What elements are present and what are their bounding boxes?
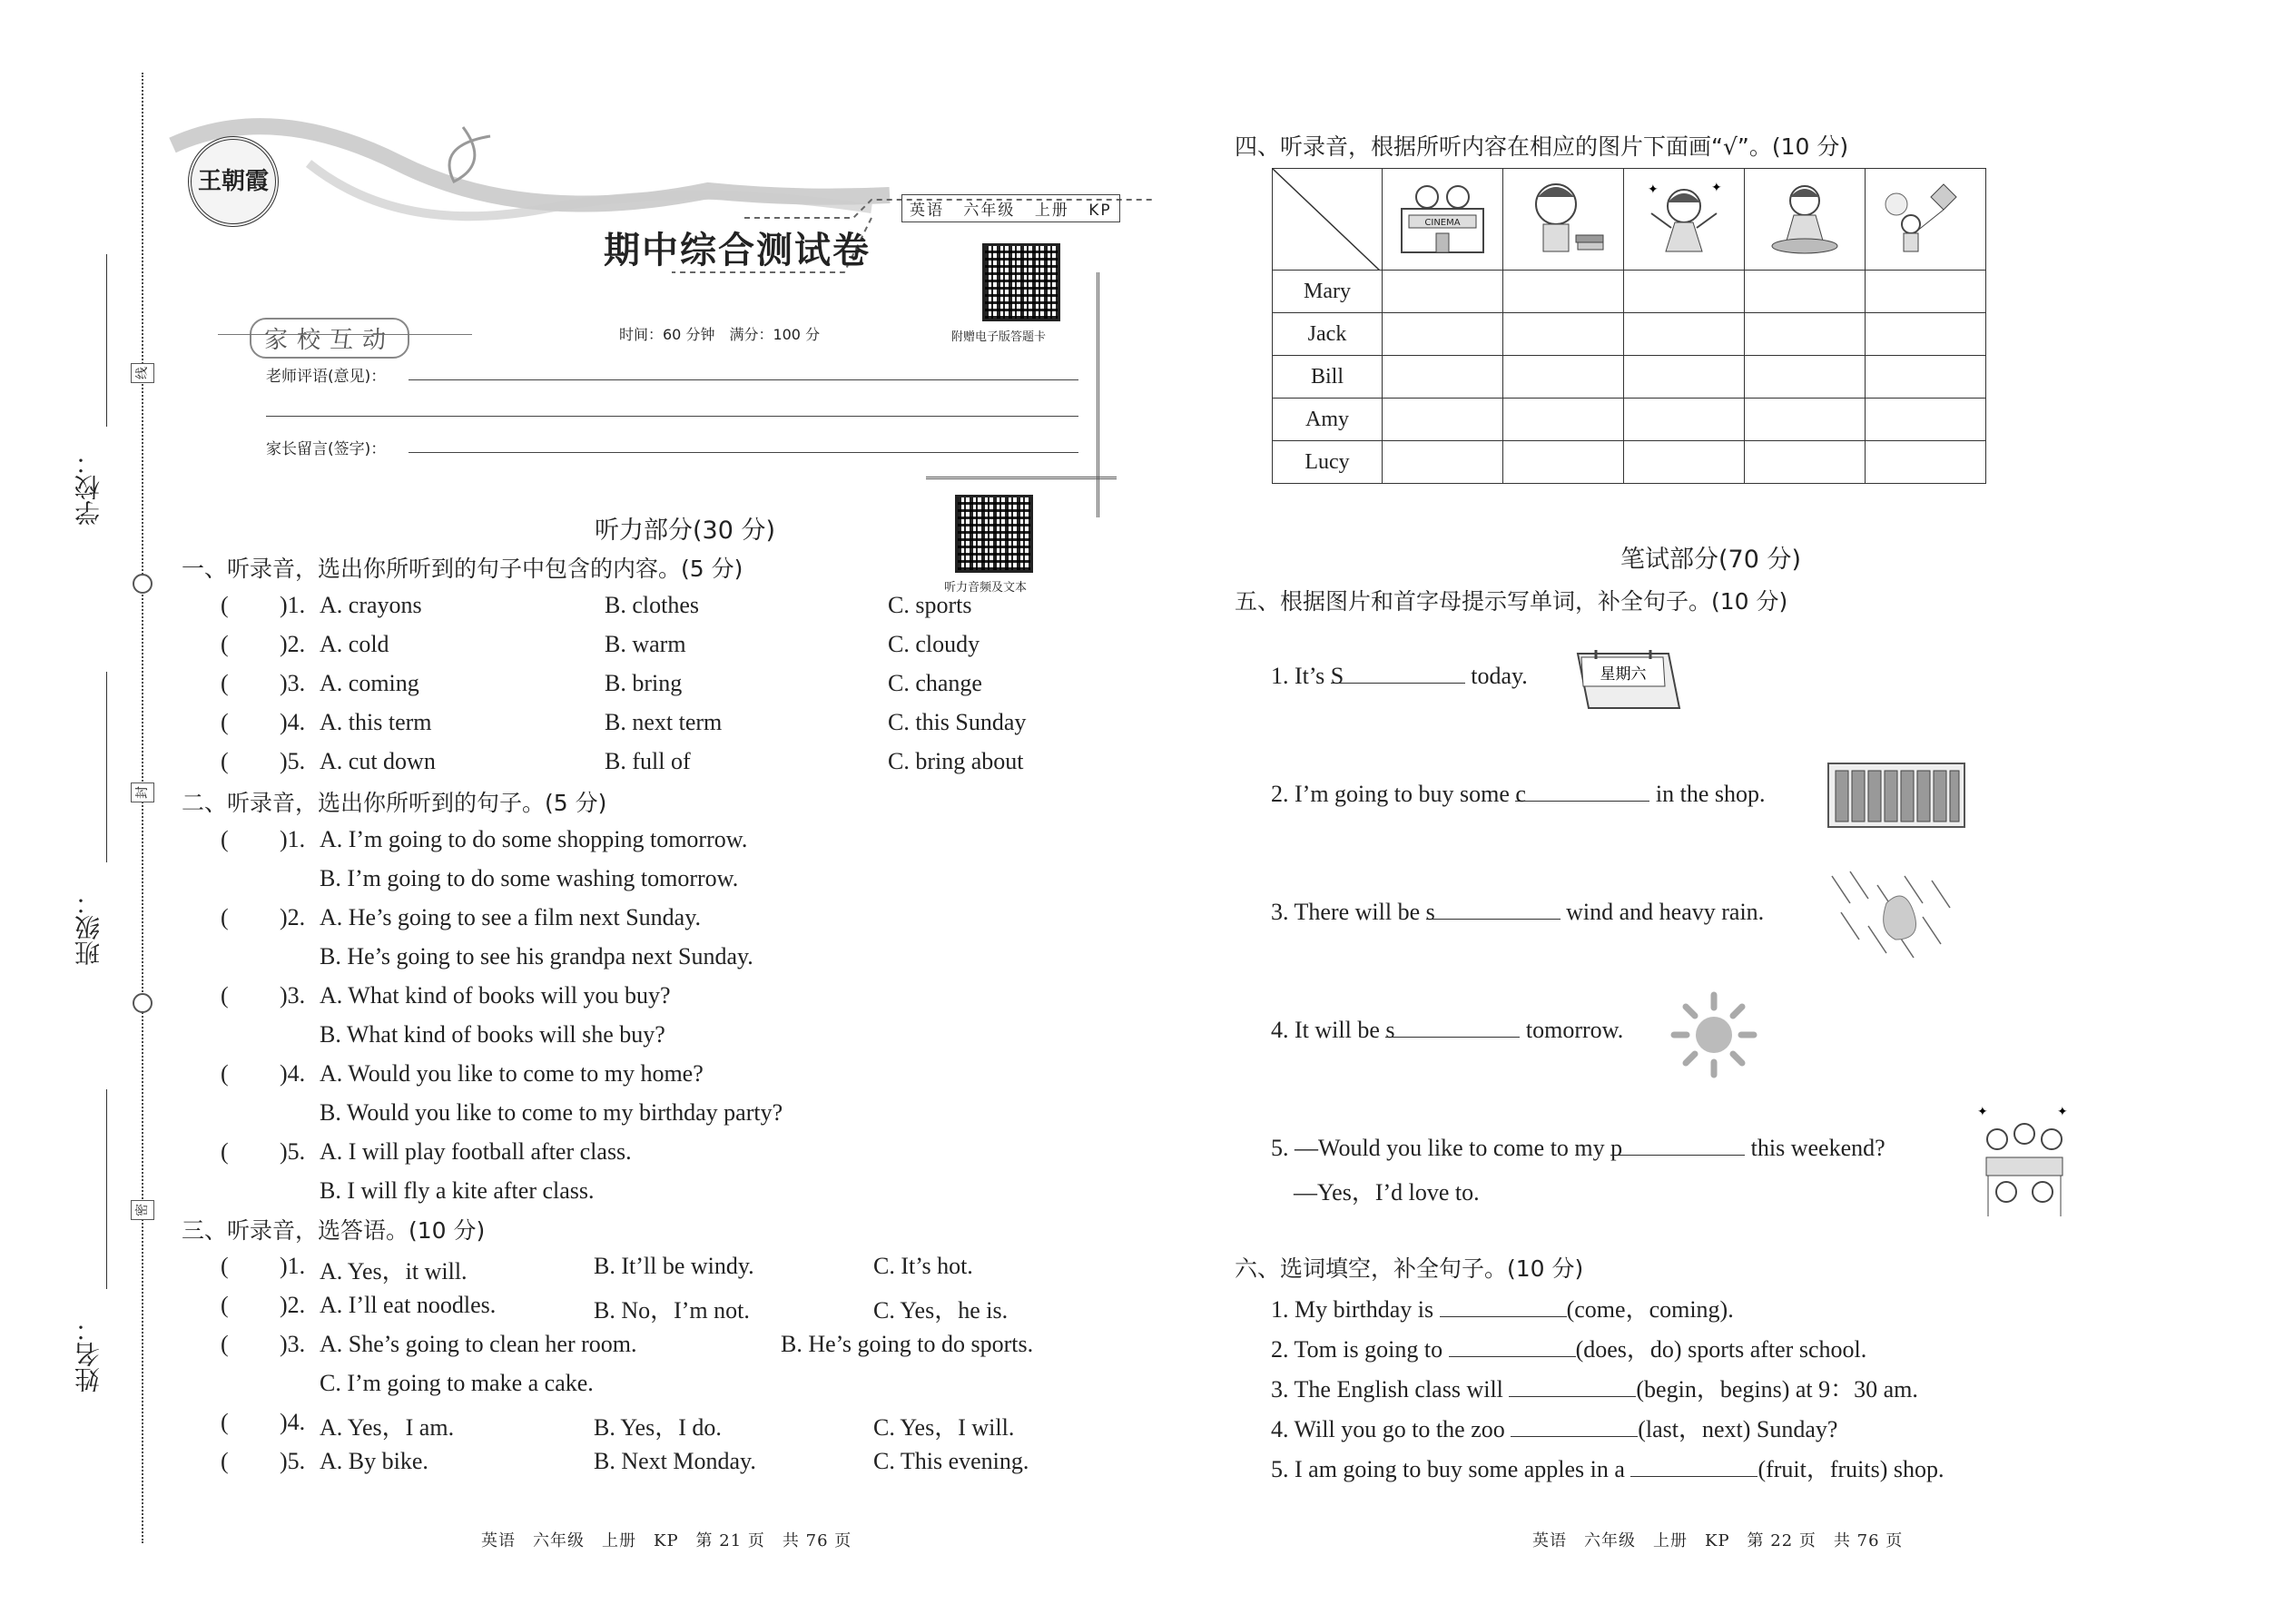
option-a[interactable]: A. cut down — [320, 748, 436, 774]
section5-heading: 五、根据图片和首字母提示写单词，补全句子。(10 分) — [1235, 588, 1788, 615]
option-b[interactable]: B. What kind of books will she buy? — [320, 1021, 665, 1048]
writing-title: 笔试部分(70 分) — [1620, 546, 1802, 574]
sentence-start: 1. It’s — [1271, 663, 1331, 689]
tag-edition: KP — [1088, 202, 1112, 220]
option-a[interactable]: A. crayons — [320, 592, 422, 618]
check-cell[interactable] — [1624, 356, 1745, 399]
sentence-start: 1. My birthday is — [1271, 1296, 1440, 1323]
option-b[interactable]: B. I will fly a kite after class. — [320, 1177, 595, 1204]
binding-mark-2: 封 — [131, 782, 154, 802]
option-a[interactable]: A. I will play football after class. — [320, 1138, 632, 1165]
question-number: )3. — [280, 1331, 306, 1357]
option-a[interactable]: A. this term — [320, 709, 432, 735]
option-b[interactable]: B. clothes — [605, 592, 699, 618]
option-b[interactable]: B. No，I’m not. — [594, 1297, 750, 1324]
option-a[interactable]: A. I’ll eat noodles. — [320, 1292, 497, 1318]
sentence-start: 5. —Would you like to come to my — [1271, 1135, 1611, 1161]
fill-sentence — [1271, 1411, 1837, 1444]
name-line — [106, 1089, 107, 1289]
sun-icon — [1669, 989, 1759, 1080]
answer-paren: ( — [221, 1138, 229, 1165]
answer-paren: ( — [221, 592, 229, 618]
sentence-start: 5. I am going to buy some apples in a — [1271, 1456, 1631, 1482]
sentence-end: today. — [1464, 663, 1528, 689]
question-number: )3. — [280, 670, 306, 696]
question-number: )2. — [280, 631, 306, 657]
answer-blank[interactable] — [1511, 1416, 1638, 1437]
check-cell[interactable] — [1503, 313, 1624, 356]
word-choices: (come，coming). — [1566, 1296, 1734, 1323]
sentence-start: 4. Will you go to the zoo — [1271, 1416, 1511, 1442]
picture-reading — [1503, 169, 1624, 271]
option-a[interactable]: A. cold — [320, 631, 389, 657]
audio-qr-code[interactable] — [955, 495, 1033, 573]
option-c[interactable]: C. Yes，I will. — [873, 1414, 1015, 1441]
option-c[interactable]: C. change — [888, 670, 982, 696]
header-corner-rule-v — [1097, 272, 1099, 517]
answer-paren: ( — [221, 748, 229, 774]
option-c[interactable]: C. this Sunday — [888, 709, 1027, 735]
footer-right: 英语 六年级 上册 KP 第 22 页 共 76 页 — [1532, 1531, 1904, 1550]
header-corner-rule — [926, 477, 1117, 479]
audio-qr-caption: 听力音频及文本 — [944, 581, 1028, 595]
answer-paren: ( — [221, 1253, 229, 1279]
answer-sheet-qr-code[interactable] — [982, 243, 1060, 321]
option-a[interactable]: A. Would you like to come to my home? — [320, 1060, 704, 1087]
sentence-start: 4. It will be — [1271, 1017, 1386, 1043]
storm-icon — [1823, 867, 1959, 967]
option-b[interactable]: B. I’m going to do some washing tomorrow. — [320, 865, 739, 891]
option-a[interactable]: A. I’m going to do some shopping tomorrow. — [320, 826, 748, 852]
check-cell[interactable] — [1624, 313, 1745, 356]
class-label: 班级： — [74, 890, 103, 966]
footer-left: 英语 六年级 上册 KP 第 21 页 共 76 页 — [481, 1531, 852, 1550]
section1-heading: 一、听录音，选出你所听到的句子中包含的内容。(5 分) — [182, 556, 743, 582]
picture-cooking — [1745, 169, 1866, 271]
section4-heading: 四、听录音，根据所听内容在相应的图片下面画“√”。(10 分) — [1235, 133, 1849, 160]
option-b[interactable]: B. Next Monday. — [594, 1448, 756, 1474]
option-b[interactable]: B. It’ll be windy. — [594, 1253, 754, 1279]
svg-text:✦: ✦ — [2057, 1105, 2068, 1119]
check-cell[interactable] — [1624, 399, 1745, 441]
tag-grade: 六年级 — [963, 202, 1016, 220]
option-c[interactable]: C. bring about — [888, 748, 1024, 774]
teacher-comment-label: 老师评语(意见)： — [266, 368, 387, 386]
answer-paren: ( — [221, 1060, 229, 1087]
parent-comment-field[interactable] — [409, 452, 1078, 453]
check-cell[interactable] — [1383, 356, 1503, 399]
girl-cheering-icon — [1639, 177, 1729, 259]
question-number: )1. — [280, 1253, 306, 1279]
sentence-start: 2. I’m going to buy some — [1271, 781, 1516, 807]
fill-sentence — [1271, 1371, 1918, 1404]
check-cell[interactable] — [1383, 399, 1503, 441]
fill-sentence — [1271, 1331, 1866, 1364]
word-choices: (begin，begins) at 9：30 am. — [1636, 1376, 1918, 1403]
sentence-start: 3. There will be — [1271, 899, 1426, 925]
binding-line — [142, 73, 143, 1543]
clothes-rack-icon — [1825, 758, 1970, 831]
question-number: )2. — [280, 904, 306, 930]
check-cell[interactable] — [1383, 271, 1503, 313]
sentence-end: in the shop. — [1649, 781, 1766, 807]
option-c[interactable]: C. It’s hot. — [873, 1253, 973, 1279]
listening-title: 听力部分(30 分) — [595, 517, 776, 545]
question-number: )5. — [280, 1448, 306, 1474]
school-label: 学校： — [74, 449, 103, 526]
check-cell[interactable] — [1383, 441, 1503, 484]
svg-text:✦: ✦ — [1977, 1105, 1988, 1119]
answer-blank[interactable] — [1509, 1376, 1636, 1397]
first-letter-hint: S — [1330, 663, 1344, 689]
kids-kite-icon — [1880, 177, 1971, 259]
binding-mark-1: 线 — [131, 363, 154, 383]
answer-paren: ( — [221, 904, 229, 930]
picture-party — [1624, 169, 1745, 271]
section6-heading: 六、选词填空，补全句子。(10 分) — [1235, 1255, 1584, 1282]
answer-blank[interactable] — [1449, 1336, 1576, 1357]
first-letter-hint: s — [1385, 1017, 1395, 1043]
teacher-comment-field[interactable] — [409, 379, 1078, 380]
option-b[interactable]: B. next term — [605, 709, 723, 735]
question-number: )4. — [280, 1060, 306, 1087]
girl-books-icon — [1518, 177, 1609, 259]
option-a[interactable]: A. coming — [320, 670, 419, 696]
answer-blank[interactable] — [1610, 1135, 1745, 1161]
sentence-end: this weekend? — [1745, 1135, 1885, 1161]
name-label: 姓名： — [74, 1316, 103, 1393]
tag-subject: 英语 — [910, 202, 944, 220]
option-c[interactable]: C. I’m going to make a cake. — [320, 1370, 594, 1396]
class-line — [106, 672, 107, 862]
row-name: Bill — [1273, 356, 1383, 399]
question-number: )1. — [280, 826, 306, 852]
cinema-sign: CINEMA — [1424, 217, 1461, 228]
option-c[interactable]: C. cloudy — [888, 631, 980, 657]
qr-caption: 附赠电子版答题卡 — [951, 330, 1047, 344]
comment-field-line[interactable] — [266, 416, 1078, 417]
question-number: )2. — [280, 1292, 306, 1318]
calendar-text: 星期六 — [1600, 665, 1647, 684]
picture-cinema — [1383, 169, 1503, 271]
parent-comment-label: 家长留言(签字)： — [266, 440, 387, 458]
answer-paren: ( — [221, 826, 229, 852]
binding-hole-icon — [133, 993, 153, 1013]
svg-text:✦: ✦ — [1711, 180, 1722, 195]
answer-paren: ( — [221, 1292, 229, 1318]
party-kids-icon — [1970, 1103, 2079, 1221]
answer-blank[interactable] — [1630, 1456, 1757, 1477]
cinema-icon — [1393, 177, 1492, 259]
check-cell[interactable] — [1745, 271, 1866, 313]
table-corner — [1273, 169, 1383, 271]
answer-paren: ( — [221, 1331, 229, 1357]
answer-blank[interactable] — [1515, 781, 1649, 807]
word-choices: (last，next) Sunday? — [1638, 1416, 1838, 1442]
fill-sentence — [1271, 663, 1528, 690]
option-b[interactable]: B. He’s going to see his grandpa next Sunday. — [320, 943, 753, 969]
first-letter-hint: c — [1515, 781, 1526, 807]
fill-sentence — [1271, 1451, 1944, 1484]
option-a[interactable]: A. Yes，it will. — [320, 1258, 468, 1284]
question-number: )1. — [280, 592, 306, 618]
question-number: )4. — [280, 1409, 306, 1435]
answer-blank[interactable] — [1385, 1017, 1520, 1043]
option-a[interactable]: A. Yes，I am. — [320, 1414, 455, 1441]
binding-hole-icon — [133, 574, 153, 594]
option-b[interactable]: B. Would you like to come to my birthday party? — [320, 1099, 783, 1126]
subject-tags — [901, 194, 1120, 222]
reply-line: —Yes，I’d love to. — [1294, 1179, 1480, 1206]
section2-heading: 二、听录音，选出你所听到的句子。(5 分) — [182, 790, 607, 816]
option-b[interactable]: B. Yes，I do. — [594, 1414, 722, 1441]
option-a[interactable]: A. He’s going to see a film next Sunday. — [320, 904, 702, 930]
svg-text:✦: ✦ — [1648, 182, 1659, 197]
check-cell[interactable] — [1624, 271, 1745, 313]
question-number: )4. — [280, 709, 306, 735]
first-letter-hint: p — [1610, 1135, 1623, 1161]
check-cell[interactable] — [1503, 271, 1624, 313]
calendar-icon — [1569, 645, 1687, 713]
time-info: 时间：60 分钟 满分：100 分 — [619, 326, 821, 343]
check-cell[interactable] — [1745, 441, 1866, 484]
question-number: )5. — [280, 748, 306, 774]
sentence-start: 2. Tom is going to — [1271, 1336, 1449, 1363]
page-title: 期中综合测试卷 — [604, 229, 871, 271]
check-cell[interactable] — [1624, 441, 1745, 484]
binding-mark-3: 密 — [131, 1200, 154, 1220]
home-school-badge: 家校互动 — [250, 318, 409, 359]
check-cell[interactable] — [1866, 313, 1986, 356]
check-cell[interactable] — [1866, 356, 1986, 399]
answer-blank[interactable] — [1330, 663, 1465, 689]
option-c[interactable]: C. sports — [888, 592, 972, 618]
check-cell[interactable] — [1745, 313, 1866, 356]
fill-sentence — [1271, 1135, 1885, 1162]
answer-blank[interactable] — [1425, 899, 1561, 925]
check-cell[interactable] — [1383, 313, 1503, 356]
section4-table — [1272, 168, 1986, 484]
fill-sentence — [1271, 1017, 1623, 1044]
question-number: )3. — [280, 982, 306, 1009]
sentence-end: wind and heavy rain. — [1560, 899, 1765, 925]
answer-paren: ( — [221, 1448, 229, 1474]
answer-paren: ( — [221, 670, 229, 696]
answer-paren: ( — [221, 1409, 229, 1435]
answer-paren: ( — [221, 631, 229, 657]
first-letter-hint: s — [1425, 899, 1435, 925]
school-line — [106, 254, 107, 427]
brand-logo: 王朝霞 — [188, 136, 279, 227]
fill-sentence — [1271, 1291, 1734, 1324]
row-name: Jack — [1273, 313, 1383, 356]
option-a[interactable]: A. She’s going to clean her room. — [320, 1331, 637, 1357]
option-a[interactable]: A. What kind of books will you buy? — [320, 982, 671, 1009]
option-c[interactable]: C. This evening. — [873, 1448, 1029, 1474]
word-choices: (does，do) sports after school. — [1575, 1336, 1867, 1363]
answer-paren: ( — [221, 982, 229, 1009]
row-name: Lucy — [1273, 441, 1383, 484]
option-a[interactable]: A. By bike. — [320, 1448, 428, 1474]
option-b[interactable]: B. warm — [605, 631, 686, 657]
check-cell[interactable] — [1745, 356, 1866, 399]
check-cell[interactable] — [1866, 441, 1986, 484]
option-b[interactable]: B. bring — [605, 670, 683, 696]
sentence-start: 3. The English class will — [1271, 1376, 1510, 1403]
option-b[interactable]: B. full of — [605, 748, 691, 774]
answer-blank[interactable] — [1440, 1296, 1567, 1317]
option-c[interactable]: C. Yes，he is. — [873, 1297, 1009, 1324]
section3-heading: 三、听录音，选答语。(10 分) — [182, 1217, 486, 1244]
check-cell[interactable] — [1745, 399, 1866, 441]
word-choices: (fruit，fruits) shop. — [1757, 1456, 1944, 1482]
check-cell[interactable] — [1503, 441, 1624, 484]
picture-kite — [1866, 169, 1986, 271]
header-rule — [218, 334, 472, 335]
fill-sentence — [1271, 781, 1765, 808]
sentence-end: tomorrow. — [1520, 1017, 1624, 1043]
check-cell[interactable] — [1866, 271, 1986, 313]
fill-sentence — [1271, 899, 1764, 926]
row-name: Mary — [1273, 271, 1383, 313]
row-name: Amy — [1273, 399, 1383, 441]
option-b[interactable]: B. He’s going to do sports. — [781, 1331, 1034, 1357]
check-cell[interactable] — [1503, 356, 1624, 399]
check-cell[interactable] — [1503, 399, 1624, 441]
check-cell[interactable] — [1866, 399, 1986, 441]
answer-paren: ( — [221, 709, 229, 735]
tag-term: 上册 — [1034, 202, 1069, 220]
question-number: )5. — [280, 1138, 306, 1165]
girl-cake-icon — [1759, 177, 1850, 259]
